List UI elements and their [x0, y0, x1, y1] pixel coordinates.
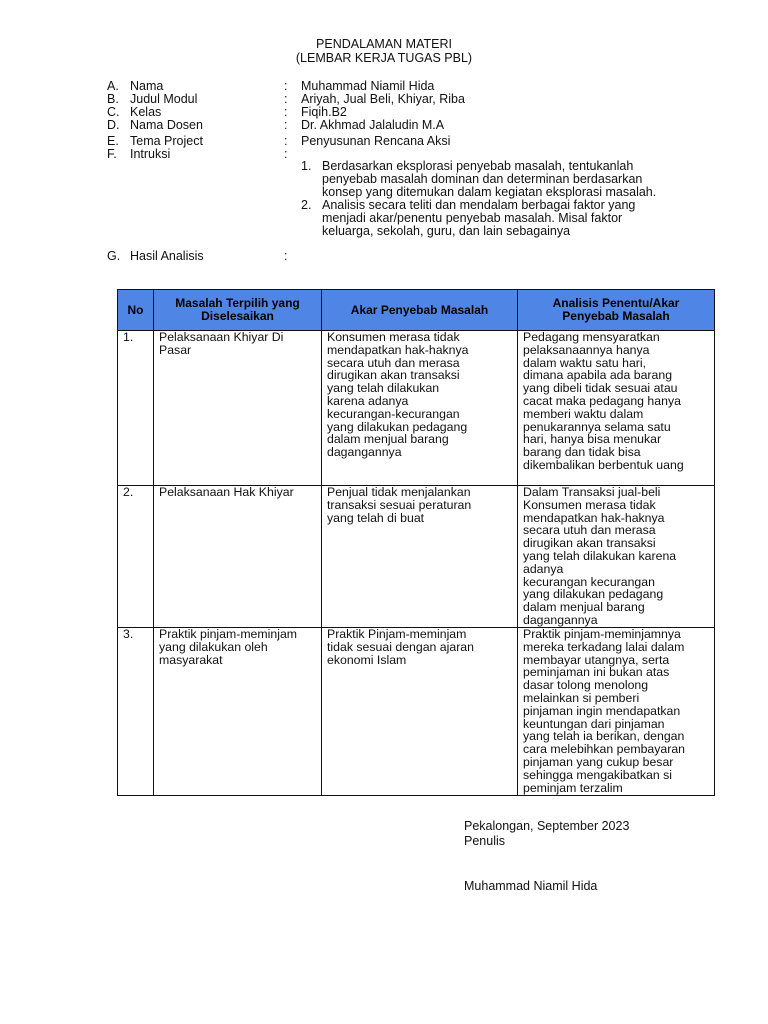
cell-akar: Konsumen merasa tidak mendapatkan hak-haknya secara utuh dan merasa dirugikan akan transaksi yang telah dilakukan karena adanya kecurangan-kecurangan yang dilakukan pedagang dalam menjual barang dagangannya	[322, 331, 518, 486]
identity-label: Nama	[130, 79, 164, 93]
identity-letter: B.	[107, 92, 119, 106]
identity-letter: C.	[107, 105, 120, 119]
cell-no: 3.	[118, 628, 154, 796]
signature-place-date: Pekalongan, September 2023	[464, 819, 630, 833]
identity-letter: D.	[107, 118, 120, 132]
instruction-number: 2.	[301, 198, 312, 212]
identity-colon: :	[284, 147, 288, 161]
identity-label: Nama Dosen	[130, 118, 203, 132]
identity-value: Muhammad Niamil Hida	[301, 79, 435, 93]
identity-colon: :	[284, 118, 288, 132]
cell-no: 2.	[118, 486, 154, 628]
cell-akar: Praktik Pinjam-meminjam tidak sesuai dengan ajaran ekonomi Islam	[322, 628, 518, 796]
identity-letter: F.	[107, 147, 117, 161]
document-title: PENDALAMAN MATERI	[316, 37, 452, 51]
header-akar: Akar Penyebab Masalah	[322, 290, 518, 331]
identity-label: Kelas	[130, 105, 162, 119]
identity-value: Dr. Akhmad Jalaludin M.A	[301, 118, 445, 132]
table-header-row	[118, 290, 715, 331]
identity-letter: A.	[107, 79, 119, 93]
hasil-label: Hasil Analisis	[130, 249, 204, 263]
hasil-analisis-row	[0, 249, 768, 264]
hasil-colon: :	[284, 249, 288, 263]
table-row	[118, 628, 715, 796]
table-row	[118, 486, 715, 628]
identity-colon: :	[284, 92, 288, 106]
identity-label: Judul Modul	[130, 92, 198, 106]
header-no: No	[118, 290, 154, 331]
signature-role: Penulis	[464, 834, 505, 848]
instruction-text: Berdasarkan eksplorasi penyebab masalah, tentukanlah penyebab masalah dominan dan determinan berdasarkan konsep yang ditemukan dalam kegiatan eksplorasi masalah.	[322, 159, 657, 199]
instruction-text: Analisis secara teliti dan mendalam berbagai faktor yang menjadi akar/penentu penyebab masalah. Misal faktor keluarga, sekolah, guru, dan lain sebagainya	[322, 198, 636, 238]
cell-masalah: Pelaksanaan Khiyar Di Pasar	[154, 331, 322, 486]
identity-label: Tema Project	[130, 134, 203, 148]
identity-label: Intruksi	[130, 147, 171, 161]
header-masalah: Masalah Terpilih yang Diselesaikan	[154, 290, 322, 331]
cell-masalah: Pelaksanaan Hak Khiyar	[154, 486, 322, 628]
table-row	[118, 331, 715, 486]
cell-analisis: Dalam Transaksi jual-beli Konsumen merasa tidak mendapatkan hak-haknya secara utuh dan merasa dirugikan akan transaksi yang telah dilakukan karena adanya kecurangan kecurangan yang dilakukan pedagang dalam menjual barang dagangannya	[518, 486, 715, 628]
cell-masalah: Praktik pinjam-meminjam yang dilakukan oleh masyarakat	[154, 628, 322, 796]
identity-letter: E.	[107, 134, 119, 148]
identity-colon: :	[284, 79, 288, 93]
cell-analisis: Pedagang mensyaratkan pelaksanaannya hanya dalam waktu satu hari, dimana apabila ada barang yang dibeli tidak sesuai atau cacat maka pedagang hanya memberi waktu dalam penukarannya selama satu hari, hanya bisa menukar barang dan tidak bisa dikembalikan berbentuk uang	[518, 331, 715, 486]
identity-value: Penyusunan Rencana Aksi	[301, 134, 451, 148]
header-analisis: Analisis Penentu/Akar Penyebab Masalah	[518, 290, 715, 331]
identity-colon: :	[284, 134, 288, 148]
document-subtitle: (LEMBAR KERJA TUGAS PBL)	[295, 51, 473, 65]
cell-no: 1.	[118, 331, 154, 486]
identity-colon: :	[284, 105, 288, 119]
analysis-table	[117, 289, 715, 796]
identity-row-nama-dosen	[0, 118, 768, 133]
identity-value: Fiqih.B2	[301, 105, 347, 119]
identity-value: Ariyah, Jual Beli, Khiyar, Riba	[301, 92, 465, 106]
hasil-letter: G.	[107, 249, 121, 263]
instruction-number: 1.	[301, 159, 312, 173]
cell-akar: Penjual tidak menjalankan transaksi sesuai peraturan yang telah di buat	[322, 486, 518, 628]
signature-name: Muhammad Niamil Hida	[464, 879, 598, 893]
cell-analisis: Praktik pinjam-meminjamnya mereka terkadang lalai dalam membayar utangnya, serta peminjaman ini bukan atas dasar tolong menolong melainkan si pemberi pinjaman ingin mendapatkan keuntungan dari pinjaman yang telah ia berikan, dengan cara melebihkan pembayaran pinjaman yang cukup besar sehingga mengakibatkan si peminjam terzalim	[518, 628, 715, 796]
